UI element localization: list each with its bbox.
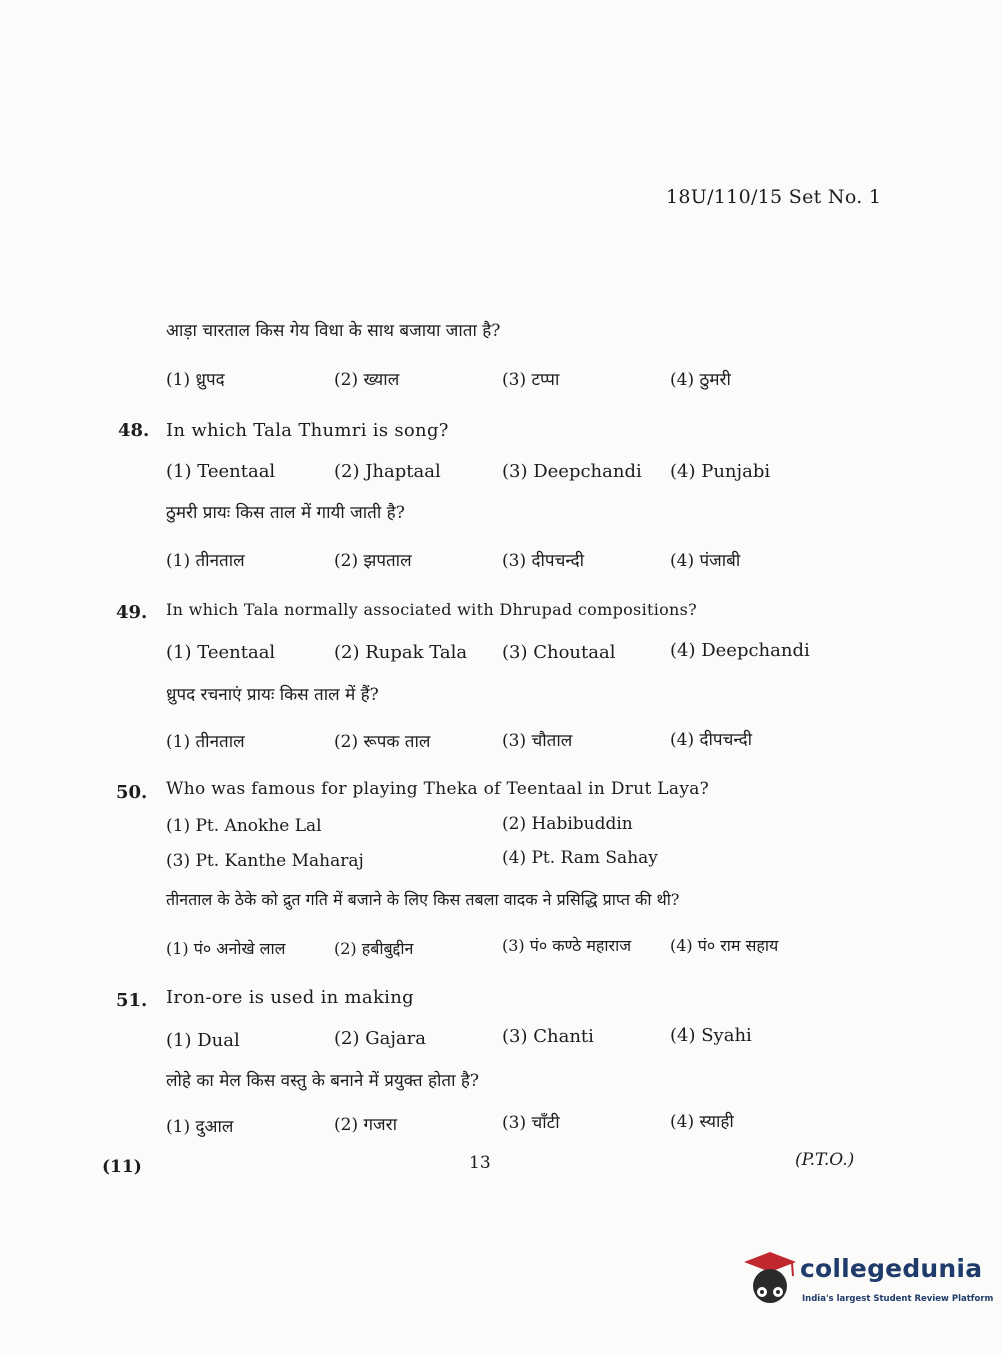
- option-3: (3) Chanti: [502, 1026, 594, 1047]
- option-hi-4: (4) दीपचन्दी: [670, 730, 753, 750]
- option-hi-1: (1) पं० अनोखे लाल: [166, 939, 286, 958]
- option-3: (3) Deepchandi: [502, 461, 642, 482]
- option-hi-4: (4) स्याही: [670, 1112, 734, 1132]
- question-number: 48.: [118, 420, 150, 441]
- question-text: In which Tala Thumri is song?: [166, 420, 449, 441]
- option-2: (2) Rupak Tala: [334, 642, 468, 663]
- option-hi-2: (2) रूपक ताल: [334, 732, 431, 752]
- option-4: (4) Punjabi: [670, 461, 771, 482]
- option-1: (1) Dual: [166, 1030, 240, 1051]
- question-text-hindi: लोहे का मेल किस वस्तु के बनाने में प्रयुक्त होता है?: [166, 1071, 480, 1091]
- option-hi-1: (1) दुआल: [166, 1117, 234, 1137]
- option-hi-2: (2) झपताल: [334, 551, 412, 571]
- logo-tagline: India's largest Student Review Platform: [802, 1294, 994, 1304]
- option-4: (4) Pt. Ram Sahay: [502, 848, 658, 868]
- option-2: (2) Gajara: [334, 1028, 426, 1049]
- option-1: (1) Teentaal: [166, 642, 276, 663]
- question-text: In which Tala normally associated with Dhrupad compositions?: [166, 600, 698, 619]
- question-number: 49.: [116, 602, 148, 623]
- logo-name: collegedunia: [800, 1254, 983, 1283]
- footer-pto: (P.T.O.): [795, 1150, 855, 1170]
- option-3: (3) Choutaal: [502, 642, 616, 663]
- option-hi-1: (1) तीनताल: [166, 732, 245, 752]
- footer-left: (11): [102, 1157, 142, 1177]
- option-hi-3: (3) चाँटी: [502, 1113, 560, 1133]
- question-text: Who was famous for playing Theka of Teentaal in Drut Laya?: [166, 779, 710, 799]
- option-hi-4: (4) पं० राम सहाय: [670, 936, 779, 955]
- collegedunia-logo[interactable]: [740, 1248, 994, 1318]
- option-hi-3: (3) चौताल: [502, 731, 573, 751]
- option-4: (4) Deepchandi: [670, 640, 810, 661]
- paper-code: 18U/110/15 Set No. 1: [666, 186, 882, 208]
- option-hi-2: (2) हबीबुद्दीन: [334, 939, 414, 958]
- page-number: 13: [469, 1153, 491, 1173]
- question-number: 50.: [116, 782, 148, 803]
- option-hi-3: (3) दीपचन्दी: [502, 551, 585, 571]
- option-4: (4) Syahi: [670, 1025, 752, 1046]
- question-text: Iron-ore is used in making: [166, 987, 414, 1008]
- intro-option-hi-3: (3) टप्पा: [502, 370, 560, 390]
- option-hi-3: (3) पं० कण्ठे महाराज: [502, 936, 632, 955]
- intro-question-hindi: आड़ा चारताल किस गेय विधा के साथ बजाया जाता है?: [166, 321, 501, 341]
- question-number: 51.: [116, 990, 148, 1011]
- intro-option-hi-4: (4) ठुमरी: [670, 370, 731, 390]
- option-2: (2) Jhaptaal: [334, 461, 441, 482]
- intro-option-hi-1: (1) ध्रुपद: [166, 370, 225, 390]
- intro-option-hi-2: (2) ख्याल: [334, 370, 400, 390]
- option-hi-1: (1) तीनताल: [166, 551, 245, 571]
- question-text-hindi: तीनताल के ठेके को द्रुत गति में बजाने के लिए किस तबला वादक ने प्रसिद्धि प्राप्त की थी?: [166, 890, 680, 909]
- option-2: (2) Habibuddin: [502, 814, 633, 834]
- option-1: (1) Teentaal: [166, 461, 276, 482]
- option-1: (1) Pt. Anokhe Lal: [166, 816, 322, 836]
- question-text-hindi: ठुमरी प्रायः किस ताल में गायी जाती है?: [166, 503, 405, 523]
- question-text-hindi: ध्रुपद रचनाएं प्रायः किस ताल में हैं?: [166, 685, 379, 705]
- option-hi-2: (2) गजरा: [334, 1115, 398, 1135]
- mascot-icon: [740, 1248, 800, 1314]
- option-3: (3) Pt. Kanthe Maharaj: [166, 851, 364, 871]
- option-hi-4: (4) पंजाबी: [670, 551, 741, 571]
